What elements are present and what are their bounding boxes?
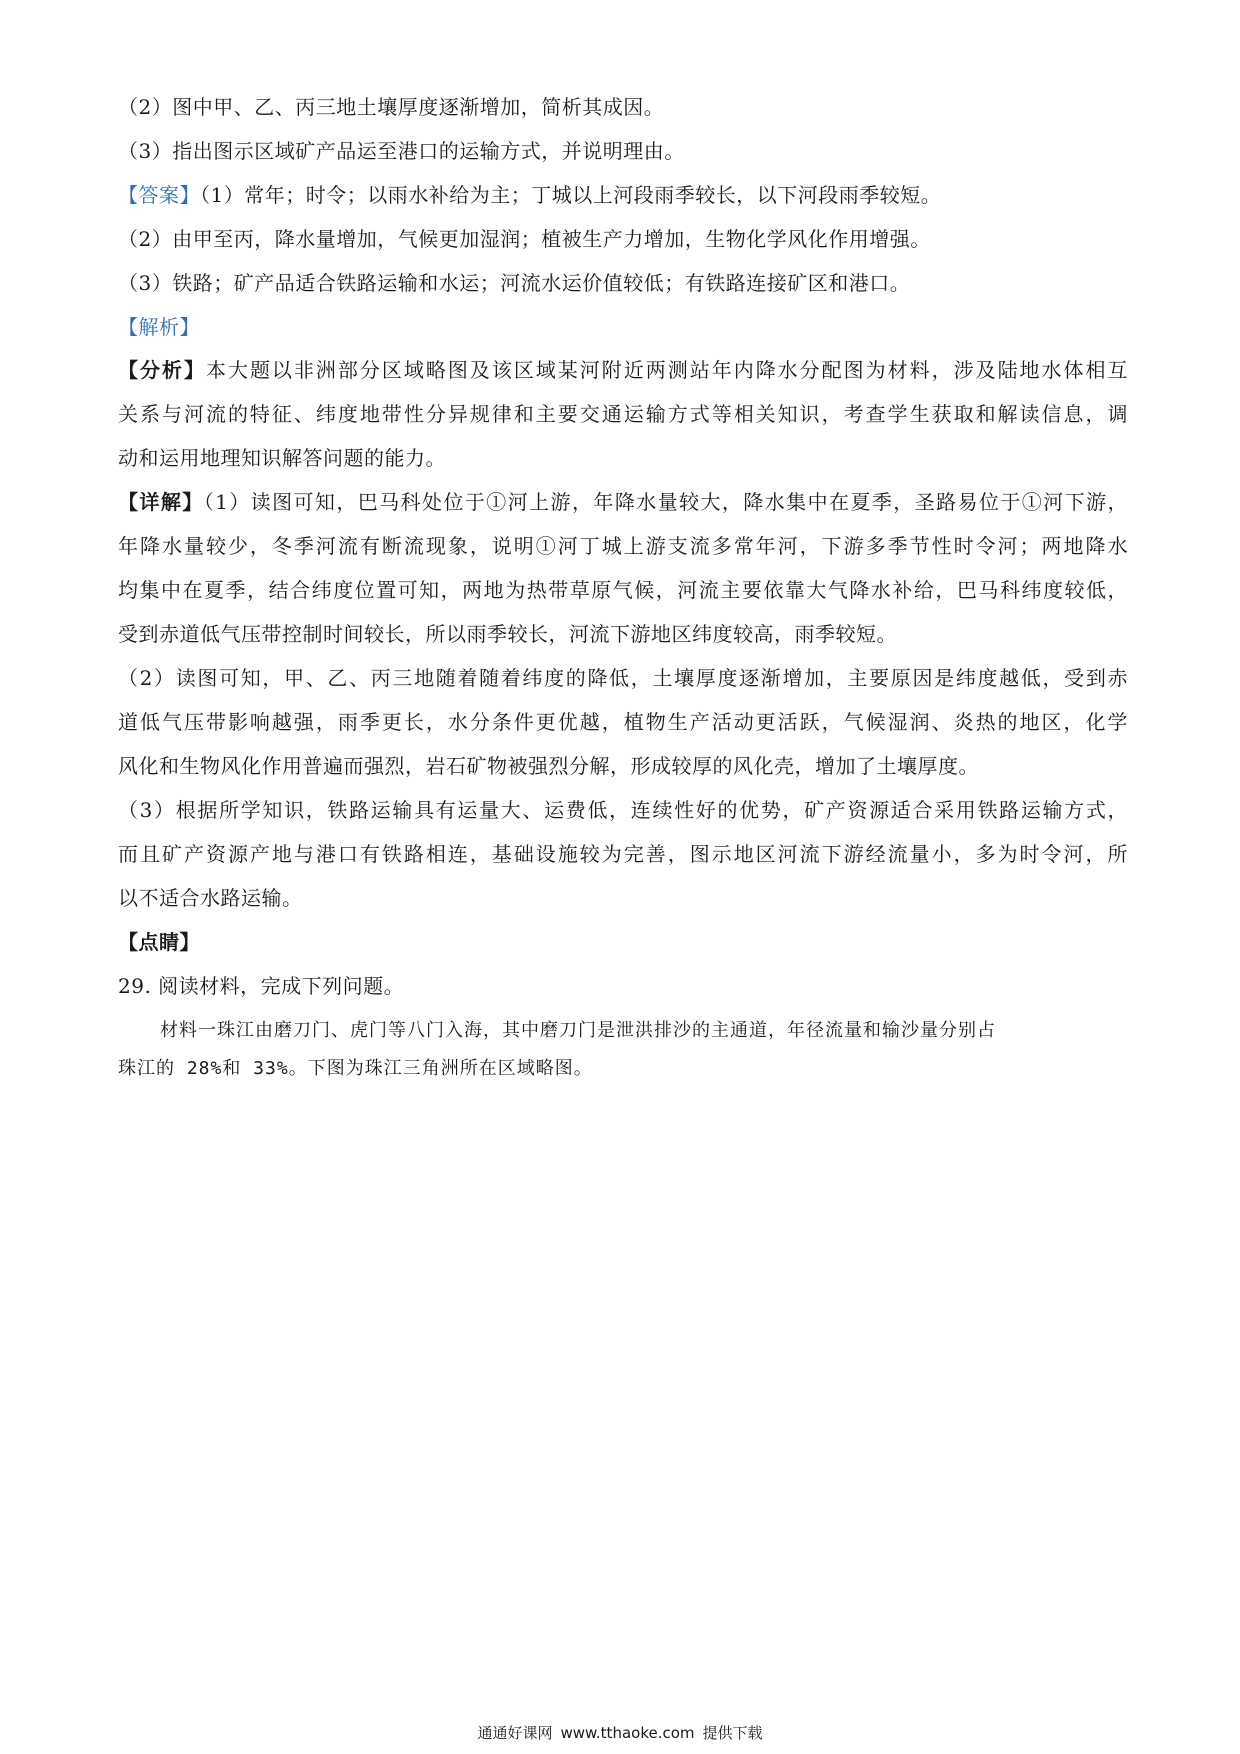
fenxi-line-3: 动和运用地理知识解答问题的能力。 bbox=[118, 446, 446, 470]
xiangjie-3-line-3: 以不适合水路运输。 bbox=[118, 886, 303, 910]
footer-url[interactable]: www.tthaoke.com bbox=[560, 1724, 695, 1742]
xiangjie-line-3: 均集中在夏季，结合纬度位置可知，两地为热带草原气候，河流主要依靠大气降水补给，巴马科纬度较低， bbox=[118, 578, 1128, 602]
question-29: 29. 阅读材料，完成下列问题。 bbox=[118, 974, 405, 998]
xiangjie-line-4: 受到赤道低气压带控制时间较长，所以雨季较长，河流下游地区纬度较高，雨季较短。 bbox=[118, 622, 897, 646]
xiangjie-3-line-2: 而且矿产资源产地与港口有铁路相连，基础设施较为完善，图示地区河流下游经流量小，多为时令河，所 bbox=[118, 842, 1128, 866]
xiangjie-tag: 【详解】 bbox=[118, 490, 204, 514]
dianjing-tag: 【点睛】 bbox=[118, 930, 200, 954]
page-footer bbox=[0, 1722, 1240, 1743]
fenxi-line-1 bbox=[118, 355, 1128, 385]
answer-tag: 【答案】 bbox=[118, 183, 200, 207]
question-3: （3）指出图示区域矿产品运至港口的运输方式，并说明理由。 bbox=[118, 139, 685, 163]
question-2: （2）图中甲、乙、丙三地土壤厚度逐渐增加，简析其成因。 bbox=[118, 95, 665, 119]
material-line-2: 珠江的 28%和 33%。下图为珠江三角洲所在区域略图。 bbox=[118, 1058, 593, 1079]
xiangjie-3-line-1: （3）根据所学知识，铁路运输具有运量大、运费低，连续性好的优势，矿产资源适合采用铁路运输方式， bbox=[118, 798, 1128, 822]
answer-1-text: （1）常年；时令；以雨水补给为主；丁城以上河段雨季较长，以下河段雨季较短。 bbox=[200, 183, 942, 207]
analysis-tag: 【解析】 bbox=[118, 315, 200, 339]
footer-note: 提供下载 bbox=[702, 1724, 763, 1742]
fenxi-tag: 【分析】 bbox=[118, 358, 206, 382]
xiangjie-2-line-2: 道低气压带影响越强，雨季更长，水分条件更优越，植物生产活动更活跃，气候湿润、炎热的地区，化学 bbox=[118, 710, 1128, 734]
xiangjie-line-2: 年降水量较少，冬季河流有断流现象，说明①河丁城上游支流多常年河，下游多季节性时令河；两地降水 bbox=[118, 534, 1128, 558]
analysis-heading bbox=[118, 312, 1128, 342]
fenxi-1-text: 本大题以非洲部分区域略图及该区域某河附近两测站年内降水分配图为材料，涉及陆地水体相互 bbox=[205, 358, 1129, 382]
xiangjie-1-text: （1）读图可知，巴马科处位于①河上游，年降水量较大，降水集中在夏季，圣路易位于①河下游， bbox=[203, 490, 1128, 514]
answer-line-1 bbox=[118, 180, 1128, 210]
xiangjie-2-line-1: （2）读图可知，甲、乙、丙三地随着随着纬度的降低，土壤厚度逐渐增加，主要原因是纬度越低，受到赤 bbox=[118, 666, 1128, 690]
xiangjie-line-1 bbox=[118, 487, 1128, 517]
xiangjie-2-line-3: 风化和生物风化作用普遍而强烈，岩石矿物被强烈分解，形成较厚的风化壳，增加了土壤厚度。 bbox=[118, 754, 979, 778]
footer-site-name: 通通好课网 bbox=[477, 1724, 553, 1742]
answer-line-2: （2）由甲至丙，降水量增加，气候更加湿润；植被生产力增加，生物化学风化作用增强。 bbox=[118, 227, 931, 251]
answer-line-3: （3）铁路；矿产品适合铁路运输和水运；河流水运价值较低；有铁路连接矿区和港口。 bbox=[118, 271, 911, 295]
dianjing-heading bbox=[118, 927, 1128, 957]
material-line-1: 材料一珠江由磨刀门、虎门等八门入海，其中磨刀门是泄洪排沙的主通道，年径流量和输沙量分别占 bbox=[160, 1020, 996, 1041]
fenxi-line-2: 关系与河流的特征、纬度地带性分异规律和主要交通运输方式等相关知识，考查学生获取和解读信息，调 bbox=[118, 402, 1128, 426]
